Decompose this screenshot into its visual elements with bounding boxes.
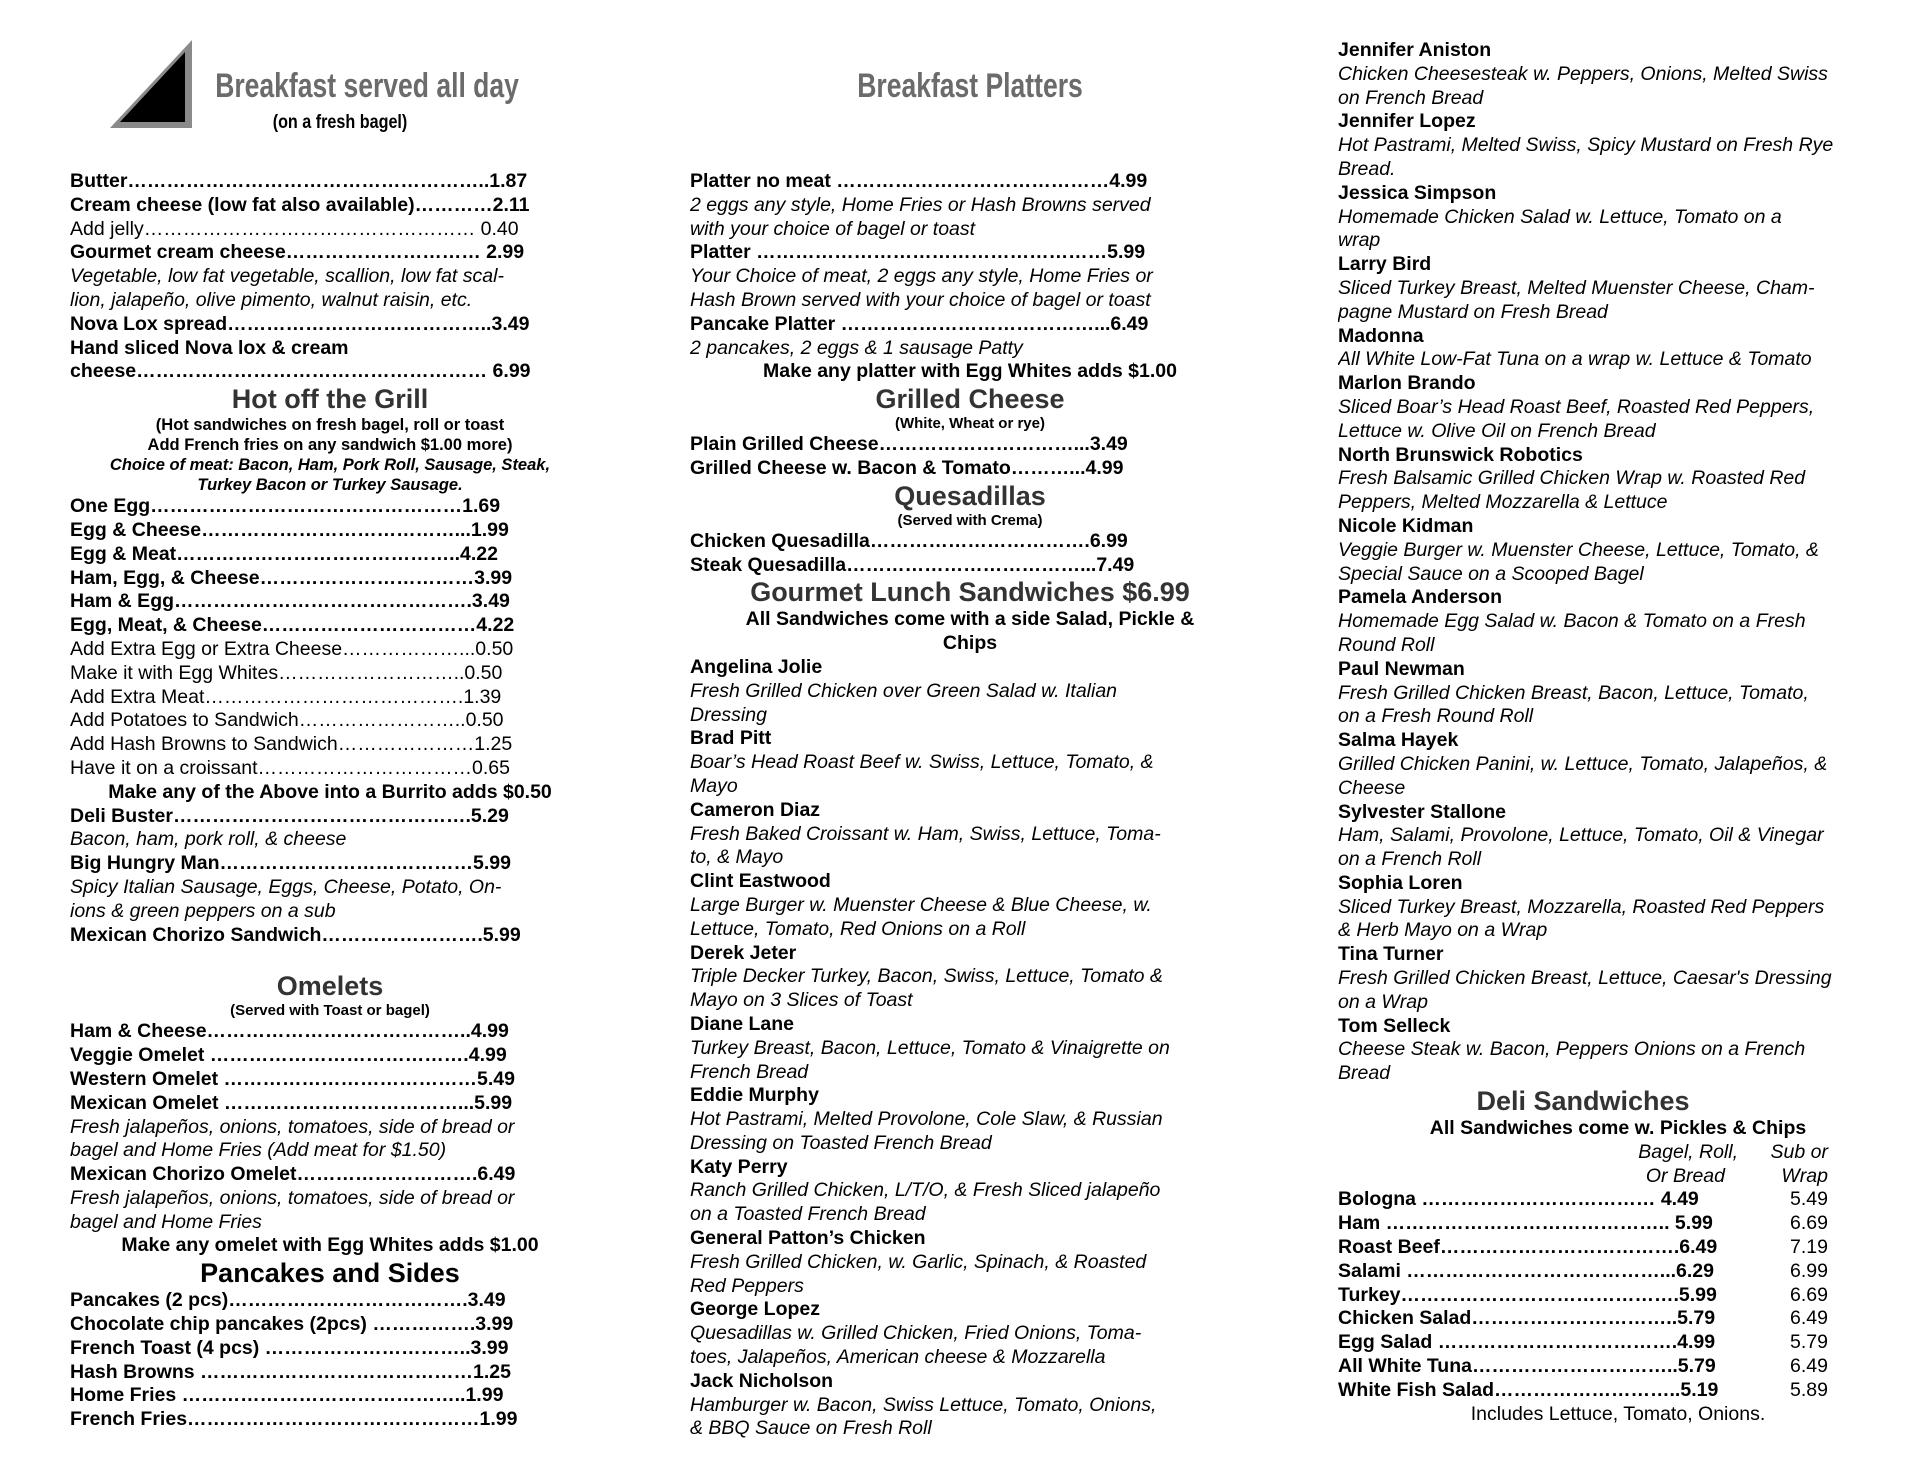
omelet-list bbox=[70, 1020, 590, 1234]
menu-item: George Lopez bbox=[690, 1298, 821, 1321]
pancake-title: Pancakes and Sides bbox=[200, 1258, 460, 1289]
quesadillas-list bbox=[690, 530, 1250, 578]
grill-subtitle-2: Add French fries on any sandwich $1.00 more) bbox=[147, 436, 513, 455]
menu-item-description: Red Peppers bbox=[690, 1274, 804, 1297]
grill-subtitle-1: (Hot sandwiches on fresh bagel, roll or toast bbox=[155, 416, 505, 435]
menu-item: Egg & Cheese…………………………………...1.99 bbox=[70, 518, 509, 541]
menu-item-description: Boar’s Head Roast Beef w. Swiss, Lettuce, Tomato, & bbox=[690, 751, 1154, 774]
menu-item-description: Fresh Grilled Chicken over Green Salad w. Italian bbox=[690, 679, 1118, 702]
platter-note: Make any platter with Egg Whites adds $1.00 bbox=[763, 360, 1177, 383]
deli-row bbox=[1338, 1236, 1898, 1260]
deli-item-name: Roast Beef……………………………….6.49 bbox=[1338, 1236, 1718, 1259]
gourmet-subtitle-1: All Sandwiches come with a side Salad, Pickle & bbox=[745, 608, 1195, 631]
menu-item: Have it on a croissant……………………………0.65 bbox=[70, 756, 510, 779]
menu-item: Diane Lane bbox=[690, 1012, 795, 1035]
deli-item-wrap-price: 5.49 bbox=[1790, 1188, 1828, 1211]
deli-item-name: All White Tuna…………………………..5.79 bbox=[1338, 1355, 1716, 1378]
menu-item-description: Hot Pastrami, Melted Swiss, Spicy Mustard on Fresh Rye bbox=[1338, 134, 1834, 157]
deli-subtitle: All Sandwiches come w. Pickles & Chips bbox=[1429, 1117, 1807, 1140]
menu-item: Ham & Cheese…………………………………..4.99 bbox=[70, 1020, 509, 1043]
menu-item: Platter no meat ……………………………………4.99 bbox=[690, 170, 1148, 192]
menu-item-description: Spicy Italian Sausage, Eggs, Cheese, Potato, On- bbox=[70, 875, 502, 898]
bagel-list bbox=[70, 170, 590, 384]
menu-item-description: Veggie Burger w. Muenster Cheese, Lettuce, Tomato, & bbox=[1338, 538, 1819, 561]
menu-item: Add Potatoes to Sandwich……………………..0.50 bbox=[70, 709, 504, 732]
menu-item: Add Extra Meat………………………………….1.39 bbox=[70, 685, 502, 708]
menu-item-description: bagel and Home Fries (Add meat for $1.50) bbox=[70, 1139, 447, 1162]
deli-list bbox=[1338, 1188, 1898, 1402]
menu-item-description: on French Bread bbox=[1338, 86, 1484, 109]
deli-row bbox=[1338, 1379, 1898, 1403]
menu-item: Eddie Murphy bbox=[690, 1084, 819, 1107]
platters-header-title: Breakfast Platters bbox=[857, 67, 1083, 105]
menu-item-description: wrap bbox=[1338, 229, 1381, 252]
deli-item-name: Ham …………………………………….. 5.99 bbox=[1338, 1212, 1713, 1235]
menu-item-description: Fresh Grilled Chicken Breast, Bacon, Lettuce, Tomato, bbox=[1338, 681, 1809, 704]
menu-item-description: Bread bbox=[1338, 1062, 1391, 1085]
menu-item-description: Your Choice of meat, 2 eggs any style, Home Fries or bbox=[690, 265, 1153, 288]
menu-item: Angelina Jolie bbox=[690, 655, 823, 678]
menu-item-description: Lettuce w. Olive Oil on French Bread bbox=[1338, 419, 1656, 442]
menu-item: Tina Turner bbox=[1338, 943, 1444, 966]
deli-row bbox=[1338, 1355, 1898, 1379]
menu-item-description: on a Toasted French Bread bbox=[690, 1203, 926, 1226]
menu-item-description: pagne Mustard on Fresh Bread bbox=[1338, 300, 1608, 323]
menu-item-description: with your choice of bagel or toast bbox=[690, 217, 976, 240]
menu-item-description: Special Sauce on a Scooped Bagel bbox=[1338, 562, 1644, 585]
deli-item-name: White Fish Salad………………………..5.19 bbox=[1338, 1378, 1719, 1401]
menu-item-description: Vegetable, low fat vegetable, scallion, low fat scal- bbox=[70, 265, 504, 288]
deli-header-row-1 bbox=[1338, 1141, 1898, 1165]
menu-item: One Egg…………………………………………1.69 bbox=[70, 495, 501, 518]
omelet-note: Make any omelet with Egg Whites adds $1.00 bbox=[121, 1234, 539, 1257]
menu-item: Jennifer Lopez bbox=[1338, 110, 1476, 133]
menu-item-description: Hash Brown served with your choice of bagel or toast bbox=[690, 288, 1151, 311]
middle-column bbox=[690, 0, 1250, 1441]
menu-item: Salma Hayek bbox=[1338, 729, 1459, 752]
menu-item: Veggie Omelet ………………………………….4.99 bbox=[70, 1044, 507, 1067]
quesadillas-title: Quesadillas bbox=[894, 480, 1046, 511]
gourmet-subtitle-2: Chips bbox=[942, 632, 998, 655]
menu-item-description: Fresh Balsamic Grilled Chicken Wrap w. Roasted Red bbox=[1338, 467, 1806, 490]
omelet-title: Omelets bbox=[276, 971, 384, 1002]
deli-item-wrap-price: 7.19 bbox=[1790, 1236, 1828, 1259]
menu-item: Clint Eastwood bbox=[690, 870, 831, 893]
menu-item: Plain Grilled Cheese…………………………...3.49 bbox=[690, 433, 1128, 456]
menu-item: Hash Browns ……………………………………1.25 bbox=[70, 1360, 511, 1383]
menu-item-description: Sliced Turkey Breast, Melted Muenster Cheese, Cham- bbox=[1338, 276, 1815, 299]
menu-item: Add Extra Egg or Extra Cheese………………...0.50 bbox=[70, 637, 514, 660]
menu-item-description: Fresh Baked Croissant w. Ham, Swiss, Lettuce, Toma- bbox=[690, 822, 1161, 845]
menu-item: Paul Newman bbox=[1338, 657, 1465, 680]
menu-item: Steak Quesadilla………………………………...7.49 bbox=[690, 553, 1135, 576]
deli-item-name: Turkey…………………………………….5.99 bbox=[1338, 1283, 1717, 1306]
menu-item: Mexican Chorizo Sandwich…………………….5.99 bbox=[70, 923, 521, 946]
grilled-cheese-list bbox=[690, 433, 1250, 481]
deli-header-bread: Or Bread bbox=[1645, 1164, 1725, 1187]
menu-item: Egg & Meat……………………………………..4.22 bbox=[70, 542, 498, 565]
menu-item-description: Grilled Chicken Panini, w. Lettuce, Tomato, Jalapeños, & bbox=[1338, 752, 1828, 775]
menu-item-description: Mayo bbox=[690, 774, 738, 797]
menu-item: Make it with Egg Whites………………………..0.50 bbox=[70, 661, 503, 684]
deli-row bbox=[1338, 1284, 1898, 1308]
right-column bbox=[1338, 0, 1898, 1426]
deli-row bbox=[1338, 1260, 1898, 1284]
breakfast-header-title: Breakfast served all day bbox=[215, 67, 519, 105]
deli-item-wrap-price: 5.79 bbox=[1790, 1331, 1828, 1354]
menu-item-description: Dressing bbox=[690, 703, 767, 726]
deli-item-name: Chicken Salad…………………………..5.79 bbox=[1338, 1307, 1716, 1330]
menu-item-description: toes, Jalapeños, American cheese & Mozzarella bbox=[690, 1346, 1106, 1369]
gourmet-list bbox=[690, 656, 1250, 1441]
deli-title: Deli Sandwiches bbox=[1476, 1086, 1690, 1117]
menu-item: Butter………………………………………………..1.87 bbox=[70, 170, 528, 192]
menu-item-description: to, & Mayo bbox=[690, 846, 784, 869]
menu-item: Hand sliced Nova lox & cream bbox=[70, 336, 349, 359]
menu-item: Mexican Chorizo Omelet……………………….6.49 bbox=[70, 1163, 516, 1186]
menu-item: Ham & Egg……………………………………….3.49 bbox=[70, 590, 510, 613]
quesadillas-subtitle: (Served with Crema) bbox=[897, 511, 1043, 529]
menu-item-description: Lettuce, Tomato, Red Onions on a Roll bbox=[690, 917, 1026, 940]
menu-item: Egg, Meat, & Cheese……………………………4.22 bbox=[70, 614, 515, 637]
menu-item: Nicole Kidman bbox=[1338, 514, 1474, 537]
deli-header-wrap: Wrap bbox=[1781, 1164, 1828, 1187]
menu-item-description: Mayo on 3 Slices of Toast bbox=[690, 989, 913, 1012]
menu-item: French Fries………………………………………1.99 bbox=[70, 1408, 518, 1431]
menu-item-description: 2 eggs any style, Home Fries or Hash Browns served bbox=[690, 193, 1151, 216]
menu-item-description: & BBQ Sauce on Fresh Roll bbox=[690, 1417, 932, 1440]
menu-item-description: Quesadillas w. Grilled Chicken, Fried Onions, Toma- bbox=[690, 1322, 1142, 1345]
menu-item-description: Bread. bbox=[1338, 157, 1396, 180]
grill-subtitle-3: Choice of meat: Bacon, Ham, Pork Roll, Sausage, Steak, bbox=[109, 456, 551, 475]
deli-header-sub: Sub or bbox=[1770, 1140, 1828, 1163]
menu-item: Gourmet cream cheese………………………… 2.99 bbox=[70, 241, 525, 264]
menu-item-description: French Bread bbox=[690, 1060, 809, 1083]
pancake-list bbox=[70, 1289, 590, 1432]
gourmet-list-continued bbox=[1338, 39, 1898, 1086]
gourmet-title: Gourmet Lunch Sandwiches $6.99 bbox=[750, 577, 1190, 608]
menu-item: Add jelly…………………………………………… 0.40 bbox=[70, 217, 519, 240]
deli-item-name: Salami …………………………………...6.29 bbox=[1338, 1259, 1714, 1282]
menu-item-description: Dressing on Toasted French Bread bbox=[690, 1131, 992, 1154]
menu-item-description: Fresh Grilled Chicken, w. Garlic, Spinach, & Roasted bbox=[690, 1250, 1147, 1273]
menu-item: Western Omelet …………………………………5.49 bbox=[70, 1067, 515, 1090]
menu-item: Madonna bbox=[1338, 324, 1424, 347]
menu-item: Chocolate chip pancakes (2pcs) …………….3.99 bbox=[70, 1313, 514, 1336]
deli-row bbox=[1338, 1331, 1898, 1355]
menu-item: Platter ………………………………………………5.99 bbox=[690, 241, 1146, 264]
menu-item: Katy Perry bbox=[690, 1155, 788, 1178]
menu-item: Mexican Omelet ………………………………...5.99 bbox=[70, 1091, 513, 1114]
menu-item: Larry Bird bbox=[1338, 253, 1432, 276]
menu-item-description: bagel and Home Fries bbox=[70, 1210, 262, 1233]
breakfast-header-subtitle: (on a fresh bagel) bbox=[272, 112, 408, 133]
menu-item-description: All White Low-Fat Tuna on a wrap w. Lettuce & Tomato bbox=[1338, 348, 1812, 371]
menu-item: Jack Nicholson bbox=[690, 1369, 834, 1392]
menu-item-description: Large Burger w. Muenster Cheese & Blue Cheese, w. bbox=[690, 893, 1152, 916]
menu-item: Add Hash Browns to Sandwich…………………1.25 bbox=[70, 733, 513, 756]
menu-item-description: Hamburger w. Bacon, Swiss Lettuce, Tomato, Onions, bbox=[690, 1393, 1157, 1416]
menu-item: General Patton’s Chicken bbox=[690, 1227, 926, 1250]
menu-item-description: Turkey Breast, Bacon, Lettuce, Tomato & Vinaigrette on bbox=[690, 1036, 1170, 1059]
left-column bbox=[70, 0, 590, 1432]
grill-subtitle-4: Turkey Bacon or Turkey Sausage. bbox=[197, 476, 463, 495]
omelet-subtitle: (Served with Toast or bagel) bbox=[230, 1002, 430, 1020]
deli-header-bagel: Bagel, Roll, bbox=[1638, 1140, 1738, 1163]
menu-item: Marlon Brando bbox=[1338, 372, 1476, 395]
menu-item: Tom Selleck bbox=[1338, 1014, 1451, 1037]
menu-item-description: Peppers, Melted Mozzarella & Lettuce bbox=[1338, 491, 1668, 514]
deli-item-wrap-price: 6.99 bbox=[1790, 1259, 1828, 1282]
grill-list bbox=[70, 495, 590, 781]
deli-item-wrap-price: 5.89 bbox=[1790, 1378, 1828, 1401]
deli-item-name: Egg Salad ……………………………….4.99 bbox=[1338, 1331, 1716, 1354]
menu-item-description: 2 pancakes, 2 eggs & 1 sausage Patty bbox=[690, 336, 1023, 359]
menu-item: Nova Lox spread…………………………………..3.49 bbox=[70, 312, 530, 335]
menu-item: Deli Buster……………………………………….5.29 bbox=[70, 804, 509, 827]
menu-item-description: & Herb Mayo on a Wrap bbox=[1338, 919, 1548, 942]
menu-item: Brad Pitt bbox=[690, 727, 772, 750]
menu-item: Home Fries ……………………………………..1.99 bbox=[70, 1384, 504, 1407]
menu-item: Sophia Loren bbox=[1338, 871, 1463, 894]
grill-list-2 bbox=[70, 805, 590, 948]
menu-item-description: lion, jalapeño, olive pimento, walnut raisin, etc. bbox=[70, 288, 473, 311]
menu-item-description: Ranch Grilled Chicken, L/T/O, & Fresh Sliced jalapeño bbox=[690, 1179, 1161, 1202]
menu-item: Sylvester Stallone bbox=[1338, 800, 1506, 823]
deli-row bbox=[1338, 1188, 1898, 1212]
menu-item-description: Fresh jalapeños, onions, tomatoes, side of bread or bbox=[70, 1115, 515, 1138]
menu-item: Pancakes (2 pcs)……………………………….3.49 bbox=[70, 1289, 506, 1312]
deli-header-row-2 bbox=[1338, 1165, 1898, 1189]
menu-item-description: Round Roll bbox=[1338, 633, 1435, 656]
menu-item: Grilled Cheese w. Bacon & Tomato………...4.99 bbox=[690, 456, 1124, 479]
menu-item: Big Hungry Man…………………………………5.99 bbox=[70, 852, 511, 875]
menu-item: Pamela Anderson bbox=[1338, 586, 1502, 609]
menu-item: Cameron Diaz bbox=[690, 798, 821, 821]
menu-item: Derek Jeter bbox=[690, 941, 797, 964]
menu-item: French Toast (4 pcs) …………………………..3.99 bbox=[70, 1336, 509, 1359]
menu-item: Jennifer Aniston bbox=[1338, 39, 1492, 61]
menu-item: Chicken Quesadilla…………………………….6.99 bbox=[690, 529, 1128, 552]
grilled-cheese-title: Grilled Cheese bbox=[875, 384, 1065, 415]
menu-item-description: on a French Roll bbox=[1338, 848, 1482, 871]
menu-item-description: Sliced Boar’s Head Roast Beef, Roasted Red Peppers, bbox=[1338, 395, 1815, 418]
menu-item-description: Hot Pastrami, Melted Provolone, Cole Slaw, & Russian bbox=[690, 1108, 1163, 1131]
menu-item-description: on a Fresh Round Roll bbox=[1338, 705, 1534, 728]
deli-row bbox=[1338, 1307, 1898, 1331]
menu-item-description: Fresh jalapeños, onions, tomatoes, side of bread or bbox=[70, 1186, 515, 1209]
menu-item-description: on a Wrap bbox=[1338, 990, 1428, 1013]
menu-item-description: Homemade Chicken Salad w. Lettuce, Tomato on a bbox=[1338, 205, 1782, 228]
menu-item: Cream cheese (low fat also available)…………2.11 bbox=[70, 193, 530, 216]
menu-item-description: Chicken Cheesesteak w. Peppers, Onions, Melted Swiss bbox=[1338, 62, 1828, 85]
menu-item-description: Bacon, ham, pork roll, & cheese bbox=[70, 828, 347, 851]
menu-item: Ham, Egg, & Cheese……………………………3.99 bbox=[70, 566, 513, 589]
menu-item-description: Homemade Egg Salad w. Bacon & Tomato on a Fresh bbox=[1338, 610, 1806, 633]
grilled-cheese-subtitle: (White, Wheat or rye) bbox=[894, 415, 1045, 433]
menu-item: cheese……………………………………………… 6.99 bbox=[70, 360, 531, 383]
burrito-note: Make any of the Above into a Burrito adds $0.50 bbox=[108, 780, 552, 803]
menu-item-description: Cheese Steak w. Bacon, Peppers Onions on a French bbox=[1338, 1038, 1806, 1061]
menu-item: Pancake Platter …………………………………...6.49 bbox=[690, 312, 1149, 335]
deli-item-wrap-price: 6.49 bbox=[1790, 1307, 1828, 1330]
grill-title: Hot off the Grill bbox=[231, 384, 429, 415]
menu-item-description: Cheese bbox=[1338, 776, 1406, 799]
deli-item-wrap-price: 6.69 bbox=[1790, 1283, 1828, 1306]
deli-item-wrap-price: 6.69 bbox=[1790, 1212, 1828, 1235]
menu-item-description: Fresh Grilled Chicken Breast, Lettuce, Caesar's Dressing bbox=[1338, 967, 1832, 990]
platter-list bbox=[690, 170, 1250, 360]
menu-item: Jessica Simpson bbox=[1338, 181, 1497, 204]
menu-item-description: ions & green peppers on a sub bbox=[70, 899, 336, 922]
deli-item-name: Bologna ……………………………… 4.49 bbox=[1338, 1188, 1699, 1211]
menu-item: North Brunswick Robotics bbox=[1338, 443, 1583, 466]
deli-item-wrap-price: 6.49 bbox=[1790, 1355, 1828, 1378]
deli-row bbox=[1338, 1212, 1898, 1236]
deli-note: Includes Lettuce, Tomato, Onions. bbox=[1470, 1402, 1766, 1425]
menu-item-description: Triple Decker Turkey, Bacon, Swiss, Lettuce, Tomato & bbox=[690, 965, 1163, 988]
menu-item-description: Sliced Turkey Breast, Mozzarella, Roasted Red Peppers bbox=[1338, 895, 1825, 918]
menu-item-description: Ham, Salami, Provolone, Lettuce, Tomato, Oil & Vinegar bbox=[1338, 824, 1824, 847]
